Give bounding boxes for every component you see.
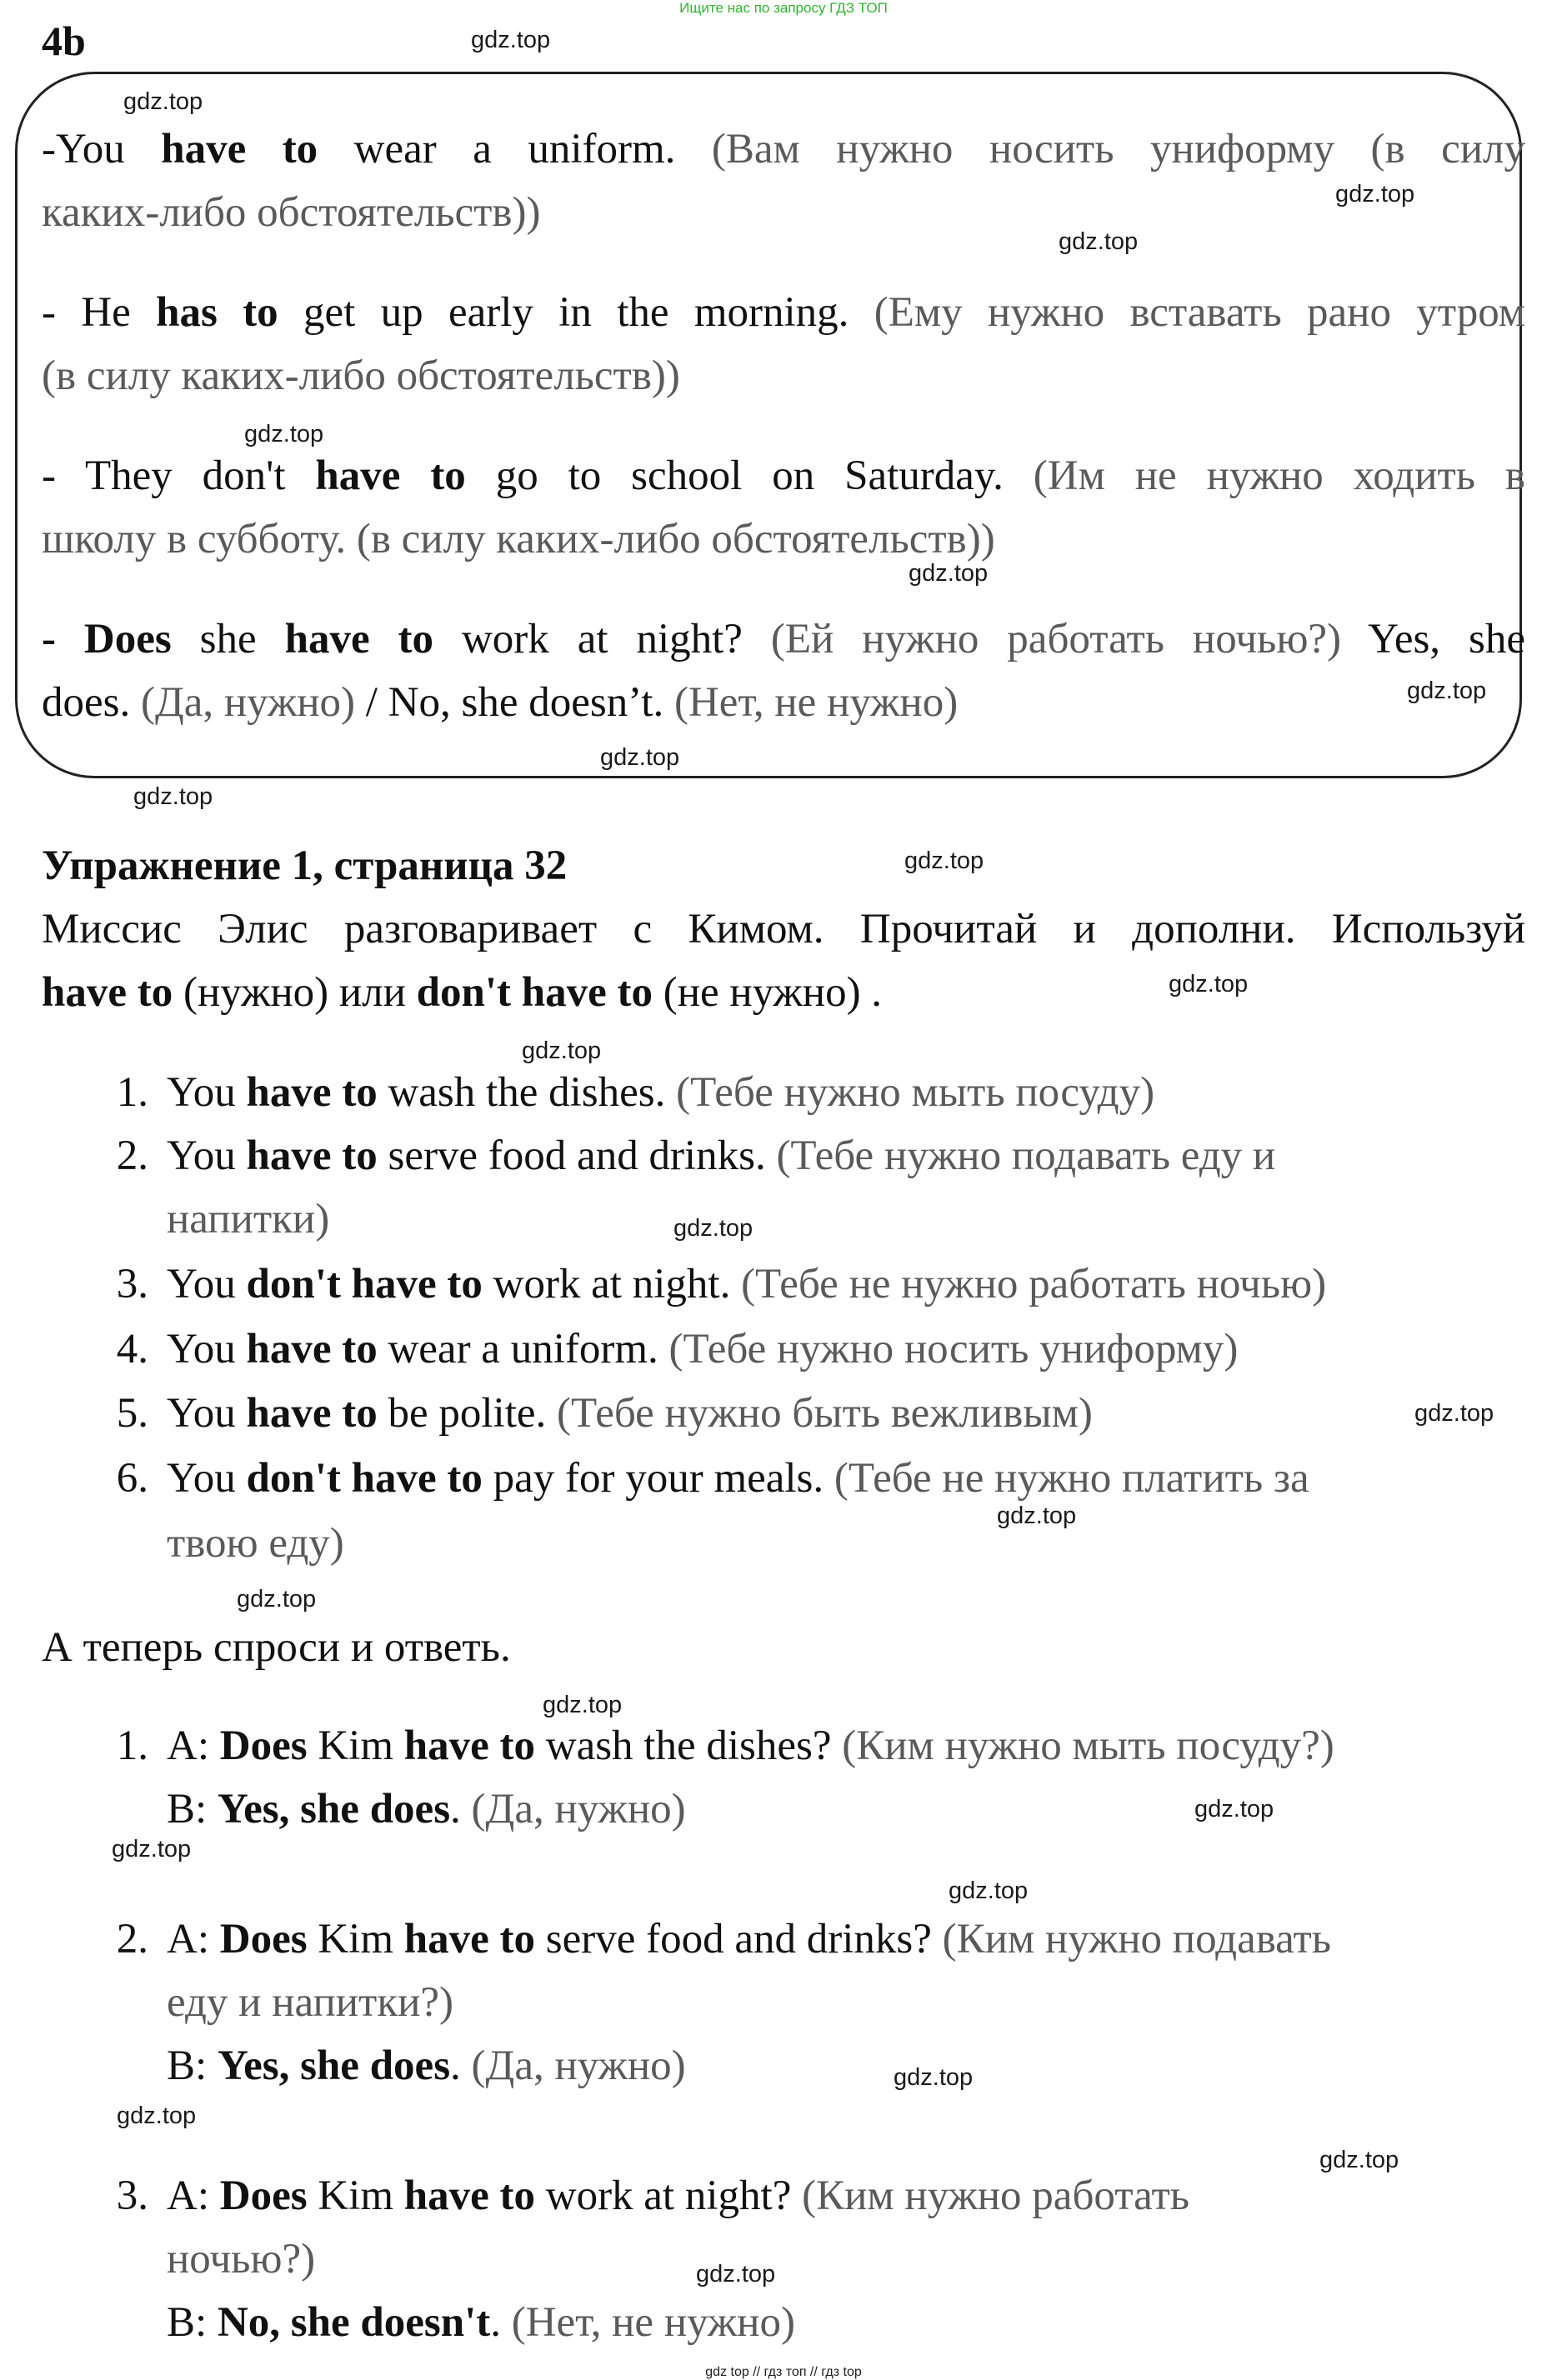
list-number: 6. — [116, 1455, 148, 1502]
list-number: 5. — [116, 1390, 148, 1437]
watermark: gdz.top — [123, 88, 203, 115]
watermark: gdz.top — [1169, 971, 1249, 998]
list-number: 2. — [116, 1132, 148, 1179]
list-number: 3. — [116, 1261, 148, 1308]
qa-answer: B: Yes, she does. (Да, нужно) — [167, 2042, 686, 2089]
list-item: You don't have to pay for your meals. (Тебе не нужно платить за — [167, 1455, 1309, 1502]
watermark: gdz.top — [543, 1692, 623, 1718]
qa-question: A: Does Kim have to wash the dishes? (Ким нужно мыть посуду?) — [167, 1722, 1334, 1769]
watermark: gdz.top — [696, 2261, 776, 2288]
qa-answer: B: No, she doesn't. (Нет, не нужно) — [167, 2299, 795, 2346]
list-number: 1. — [116, 1069, 148, 1116]
box-line-5: - They don't have to go to school on Saturday. (Им не нужно ходить в — [42, 452, 1526, 499]
watermark: gdz.top — [909, 560, 989, 587]
watermark: gdz.top — [997, 1502, 1077, 1529]
list-item: You have to serve food and drinks. (Тебе нужно подавать еду и — [167, 1132, 1276, 1179]
box-line-1: -You have to wear a uniform. (Вам нужно носить униформу (в силу — [42, 126, 1525, 172]
list-item: You have to be polite. (Тебе нужно быть вежливым) — [167, 1390, 1093, 1437]
list-item: You have to wear a uniform. (Тебе нужно носить униформу) — [167, 1326, 1239, 1372]
watermark: gdz.top — [522, 1038, 602, 1064]
watermark: gdz.top — [1335, 181, 1415, 208]
box-line-7: - Does she have to work at night? (Ей нужно работать ночью?) Yes, she — [42, 616, 1525, 662]
watermark: gdz.top — [1319, 2147, 1399, 2173]
box-line-4: (в силу каких-либо обстоятельств)) — [42, 352, 680, 399]
watermark: gdz.top — [1414, 1400, 1494, 1427]
qa-number: 3. — [116, 2172, 148, 2219]
list-number: 4. — [116, 1326, 148, 1372]
watermark: gdz.top — [1194, 1796, 1274, 1822]
section-heading: 4b — [42, 18, 86, 64]
exercise-title: Упражнение 1, страница 32 — [42, 842, 568, 889]
box-line-6: школу в субботу. (в силу каких-либо обстоятельств)) — [42, 516, 995, 562]
ask-answer-prompt: А теперь спроси и ответь. — [42, 1624, 511, 1671]
qa-question: A: Does Kim have to work at night? (Ким нужно работать — [167, 2172, 1189, 2219]
qa-question-continued: еду и напитки?) — [167, 1979, 454, 2026]
watermark: gdz.top — [112, 1836, 192, 1862]
qa-question: A: Does Kim have to serve food and drinks? (Ким нужно подавать — [167, 1916, 1331, 1962]
watermark: gdz.top — [471, 27, 551, 53]
list-item-continued: напитки) — [167, 1196, 330, 1242]
watermark: gdz.top — [1407, 678, 1487, 704]
box-line-2: каких-либо обстоятельств)) — [42, 189, 541, 236]
watermark: gdz.top — [237, 1586, 317, 1612]
watermark: gdz.top — [673, 1215, 753, 1242]
qa-question-continued: ночью?) — [167, 2236, 316, 2282]
watermark: gdz.top — [904, 848, 984, 874]
top-banner: Ищите нас по запросу ГДЗ ТОП — [679, 0, 888, 16]
watermark: gdz.top — [133, 783, 213, 810]
qa-answer: B: Yes, she does. (Да, нужно) — [167, 1786, 686, 1832]
list-item: You have to wash the dishes. (Тебе нужно мыть посуду) — [167, 1069, 1155, 1116]
box-line-8: does. (Да, нужно) / No, she doesn’t. (Нет, не нужно) — [42, 679, 959, 726]
watermark: gdz.top — [600, 744, 680, 771]
exercise-intro-2: have to (нужно) или don't have to (не нужно) . — [42, 969, 883, 1016]
exercise-intro-1: Миссис Элис разговаривает с Кимом. Прочитай и дополни. Используй — [42, 906, 1525, 952]
watermark: gdz.top — [949, 1878, 1029, 1904]
qa-number: 1. — [116, 1722, 148, 1769]
watermark: gdz.top — [894, 2064, 974, 2091]
list-item: You don't have to work at night. (Тебе не нужно работать ночью) — [167, 1261, 1327, 1308]
box-line-3: - He has to get up early in the morning. (Ему нужно вставать рано утром — [42, 289, 1526, 336]
qa-number: 2. — [116, 1916, 148, 1962]
watermark: gdz.top — [117, 2102, 197, 2129]
watermark: gdz.top — [244, 421, 324, 448]
list-item-continued: твою еду) — [167, 1520, 344, 1567]
watermark: gdz.top — [1059, 228, 1139, 255]
footer-watermark: gdz top // гдз топ // гдз top — [705, 2365, 862, 2379]
